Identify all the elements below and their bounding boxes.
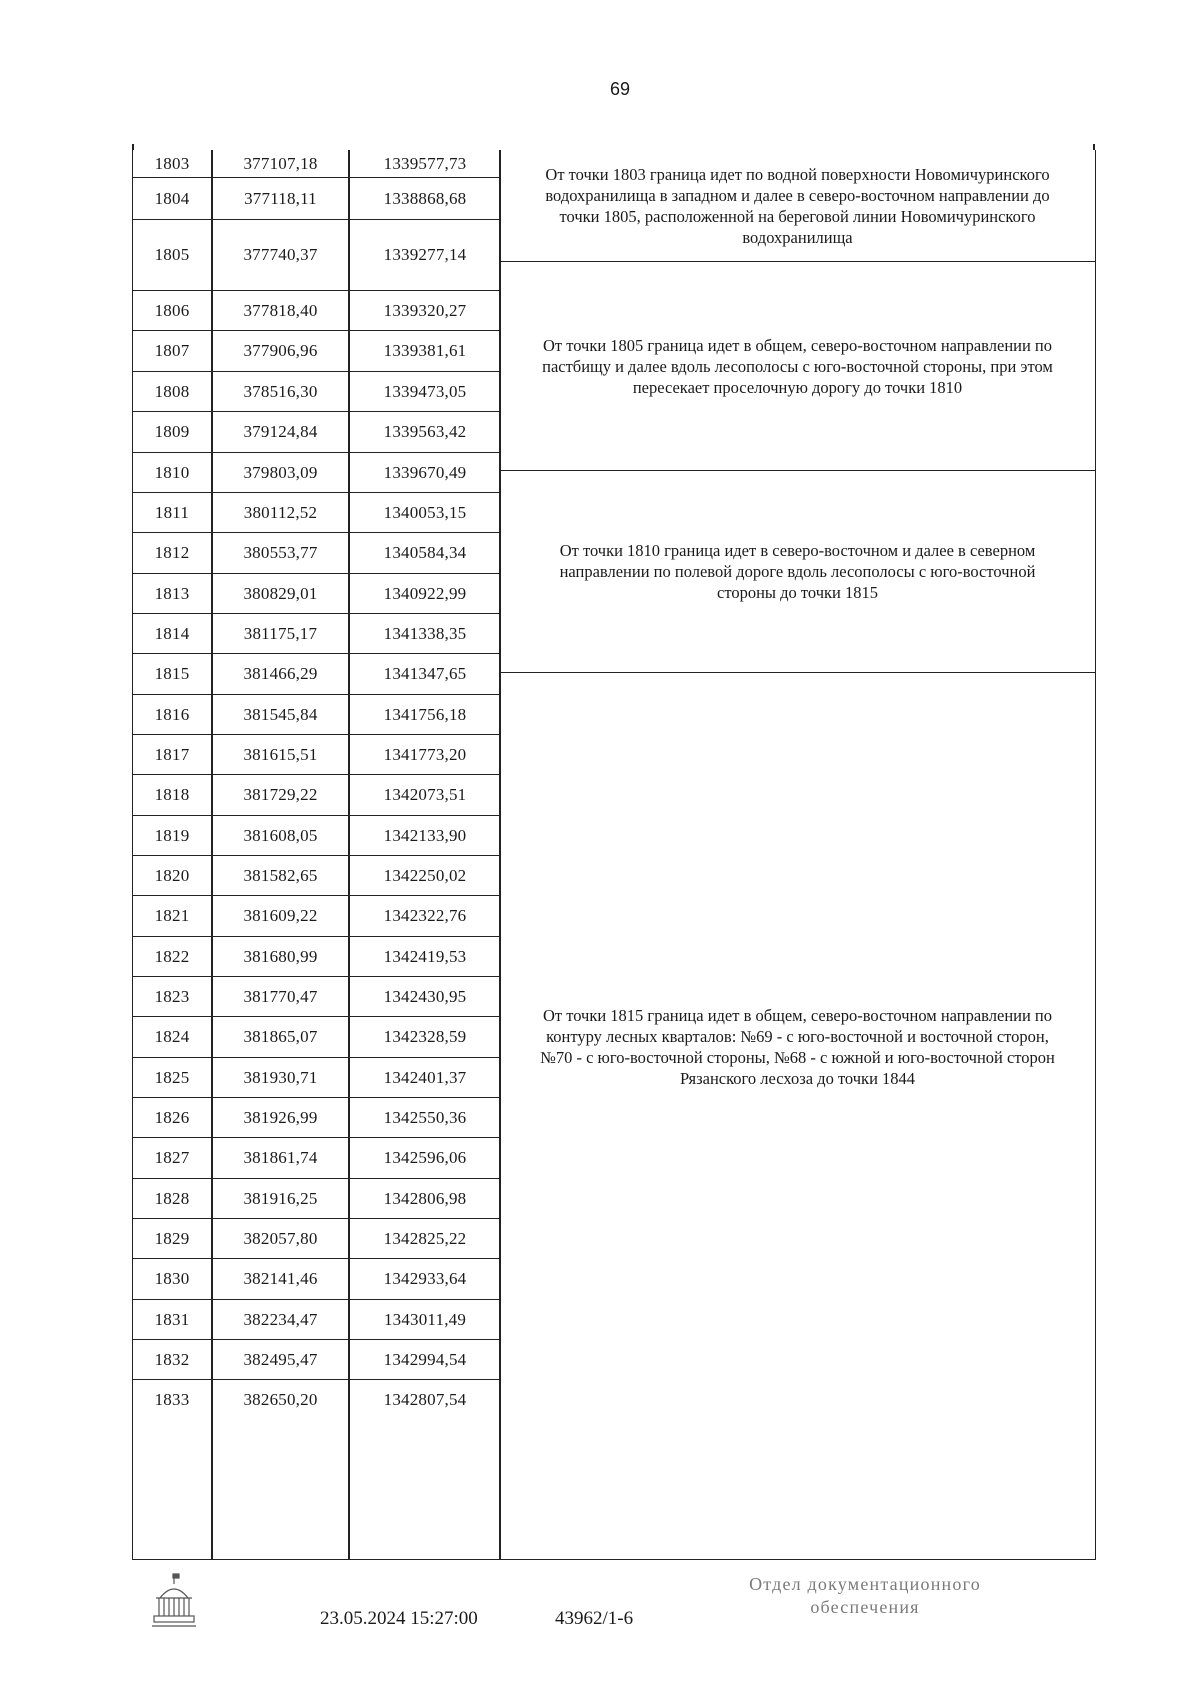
route-description-text: От точки 1815 граница идет в общем, северо-восточном направлении по контуру лесных кварталов: №69 - с юго-восточной и восточной сторон, №70 - с юго-восточной стороны, №68 - с южной и юго-восточной сторон Рязанского лесхоза до точки 1844 <box>540 1005 1055 1088</box>
y-coordinate-cell: 1339473,05 <box>383 381 467 401</box>
point-number-cell: 1829 <box>154 1228 190 1248</box>
y-coordinate-cell: 1339381,61 <box>383 341 467 360</box>
x-coordinate-cell: 381861,74 <box>243 1148 318 1167</box>
y-coordinate-cell: 1342328,59 <box>383 1027 467 1046</box>
x-coordinate-cell: 380112,52 <box>243 502 318 522</box>
x-coordinate-cell: 377906,96 <box>243 341 318 360</box>
table-row <box>133 1058 500 1098</box>
x-coordinate-cell: 379803,09 <box>243 462 318 482</box>
y-coordinate-cell: 1341773,20 <box>383 744 467 764</box>
point-number-cell: 1805 <box>154 245 190 264</box>
x-coordinate-cell: 381175,17 <box>243 623 318 643</box>
point-number-cell: 1808 <box>154 381 190 401</box>
x-coordinate-cell: 380553,77 <box>243 543 318 562</box>
x-coordinate-cell: 381615,51 <box>243 744 318 764</box>
table-row <box>133 574 500 614</box>
route-description-cell <box>500 471 1095 673</box>
x-coordinate-cell: 377107,18 <box>243 153 318 173</box>
x-coordinate-cell: 381609,22 <box>243 906 318 925</box>
x-coordinate-cell: 381466,29 <box>243 664 318 683</box>
y-coordinate-cell: 1340053,15 <box>383 502 467 522</box>
point-number-cell: 1819 <box>154 825 190 845</box>
x-coordinate-cell: 381545,84 <box>243 704 318 724</box>
y-coordinate-cell: 1342550,36 <box>383 1107 467 1127</box>
table-row <box>133 1300 500 1340</box>
x-coordinate-cell: 380829,01 <box>243 583 318 603</box>
table-row <box>133 654 500 695</box>
coordinates-table <box>132 150 1096 1560</box>
table-row <box>133 695 500 735</box>
x-coordinate-cell: 381916,25 <box>243 1188 318 1208</box>
table-row <box>133 291 500 331</box>
table-row <box>133 896 500 937</box>
department-stamp <box>730 1573 1000 1619</box>
point-number-cell: 1824 <box>154 1027 190 1046</box>
y-coordinate-cell: 1341347,65 <box>383 664 467 683</box>
x-coordinate-cell: 378516,30 <box>243 381 318 401</box>
point-number-cell: 1809 <box>154 422 190 441</box>
duma-building-icon <box>150 1572 198 1630</box>
y-coordinate-cell: 1339670,49 <box>383 462 467 482</box>
y-coordinate-cell: 1342133,90 <box>383 825 467 845</box>
point-number-cell: 1821 <box>154 906 190 925</box>
table-row <box>133 372 500 412</box>
table-row <box>133 331 500 372</box>
table-row <box>133 1219 500 1259</box>
table-row <box>133 1098 500 1138</box>
footer-document-number: 43962/1-6 <box>555 1608 634 1629</box>
x-coordinate-cell: 382141,46 <box>243 1269 318 1288</box>
y-coordinate-cell: 1342401,37 <box>383 1067 467 1087</box>
x-coordinate-cell: 377818,40 <box>243 300 318 320</box>
y-coordinate-cell: 1342825,22 <box>383 1228 467 1248</box>
point-number-cell: 1804 <box>154 188 190 208</box>
stamp-line-1: Отдел документационного <box>749 1574 981 1594</box>
point-number-cell: 1822 <box>154 946 190 966</box>
y-coordinate-cell: 1338868,68 <box>383 188 467 208</box>
table-row <box>133 1017 500 1058</box>
point-number-cell: 1812 <box>154 543 190 562</box>
route-description-text: От точки 1803 граница идет по водной поверхности Новомичуринского водохранилища в западном и далее в северо-восточном направлении до точки 1805, расположенной на береговой линии Новомичуринского водохранилища <box>545 164 1050 247</box>
point-number-cell: 1833 <box>154 1390 190 1409</box>
point-number-cell: 1815 <box>154 664 190 683</box>
point-number-cell: 1820 <box>154 865 190 885</box>
y-coordinate-cell: 1342933,64 <box>383 1269 467 1288</box>
table-row <box>133 533 500 574</box>
x-coordinate-cell: 377118,11 <box>244 188 317 208</box>
x-coordinate-cell: 382234,47 <box>243 1309 318 1329</box>
y-coordinate-cell: 1342073,51 <box>383 785 467 804</box>
x-coordinate-cell: 381865,07 <box>243 1027 318 1046</box>
point-number-cell: 1811 <box>154 502 190 522</box>
table-row <box>133 178 500 220</box>
y-coordinate-cell: 1342596,06 <box>383 1148 467 1167</box>
point-number-cell: 1803 <box>154 153 190 173</box>
point-number-cell: 1814 <box>154 623 190 643</box>
table-row <box>133 735 500 775</box>
table-row <box>133 775 500 816</box>
footer-datetime: 23.05.2024 15:27:00 <box>320 1608 478 1629</box>
table-row <box>133 150 500 178</box>
point-number-cell: 1831 <box>154 1309 190 1329</box>
point-number-cell: 1832 <box>154 1349 190 1369</box>
route-description-cell <box>500 262 1095 471</box>
y-coordinate-cell: 1341756,18 <box>383 704 467 724</box>
y-coordinate-cell: 1342430,95 <box>383 986 467 1006</box>
x-coordinate-cell: 382650,20 <box>243 1390 318 1409</box>
x-coordinate-cell: 381582,65 <box>243 865 318 885</box>
point-number-cell: 1823 <box>154 986 190 1006</box>
route-description-cell <box>500 150 1095 262</box>
x-coordinate-cell: 379124,84 <box>243 422 318 441</box>
y-coordinate-cell: 1339563,42 <box>383 422 467 441</box>
table-row <box>133 412 500 453</box>
point-number-cell: 1807 <box>154 341 190 360</box>
x-coordinate-cell: 381729,22 <box>243 785 318 804</box>
route-description-text: От точки 1805 граница идет в общем, северо-восточном направлении по пастбищу и далее вдоль лесополосы с юго-восточной стороны, при этом пересекает проселочную дорогу до точки 1810 <box>542 335 1053 397</box>
table-row <box>133 937 500 977</box>
table-row <box>133 220 500 291</box>
point-number-cell: 1830 <box>154 1269 190 1288</box>
x-coordinate-cell: 377740,37 <box>243 245 318 264</box>
point-number-cell: 1828 <box>154 1188 190 1208</box>
point-number-cell: 1816 <box>154 704 190 724</box>
y-coordinate-cell: 1339320,27 <box>383 300 467 320</box>
y-coordinate-cell: 1339277,14 <box>383 245 467 264</box>
table-row <box>133 453 500 493</box>
table-row <box>133 1179 500 1219</box>
point-number-cell: 1818 <box>154 785 190 804</box>
x-coordinate-cell: 382495,47 <box>243 1349 318 1369</box>
stamp-line-2: обеспечения <box>810 1597 920 1617</box>
y-coordinate-cell: 1343011,49 <box>383 1309 467 1329</box>
y-coordinate-cell: 1339577,73 <box>383 153 467 173</box>
point-number-cell: 1826 <box>154 1107 190 1127</box>
y-coordinate-cell: 1340584,34 <box>383 543 467 562</box>
point-number-cell: 1813 <box>154 583 190 603</box>
table-row <box>133 493 500 533</box>
y-coordinate-cell: 1342806,98 <box>383 1188 467 1208</box>
x-coordinate-cell: 381608,05 <box>243 825 318 845</box>
point-number-cell: 1827 <box>154 1148 190 1167</box>
x-coordinate-cell: 382057,80 <box>243 1228 318 1248</box>
point-number-cell: 1817 <box>154 744 190 764</box>
point-number-cell: 1810 <box>154 462 190 482</box>
table-row <box>133 614 500 654</box>
point-number-cell: 1806 <box>154 300 190 320</box>
table-row <box>133 856 500 896</box>
x-coordinate-cell: 381930,71 <box>243 1067 318 1087</box>
y-coordinate-cell: 1341338,35 <box>383 623 467 643</box>
route-description-cell <box>500 673 1095 1420</box>
y-coordinate-cell: 1342419,53 <box>383 946 467 966</box>
y-coordinate-cell: 1342250,02 <box>383 865 467 885</box>
y-coordinate-cell: 1342807,54 <box>383 1390 467 1409</box>
y-coordinate-cell: 1342994,54 <box>383 1349 467 1369</box>
x-coordinate-cell: 381770,47 <box>243 986 318 1006</box>
table-row <box>133 816 500 856</box>
x-coordinate-cell: 381680,99 <box>243 946 318 966</box>
point-number-cell: 1825 <box>154 1067 190 1087</box>
table-row <box>133 1138 500 1179</box>
table-row <box>133 1259 500 1300</box>
x-coordinate-cell: 381926,99 <box>243 1107 318 1127</box>
table-row <box>133 1340 500 1380</box>
table-row <box>133 1380 500 1420</box>
table-row <box>133 977 500 1017</box>
route-description-text: От точки 1810 граница идет в северо-восточном и далее в северном направлении по полевой дороге вдоль лесополосы с юго-восточной стороны до точки 1815 <box>559 541 1036 602</box>
y-coordinate-cell: 1340922,99 <box>383 583 467 603</box>
y-coordinate-cell: 1342322,76 <box>383 906 467 925</box>
page-number: 69 <box>609 79 631 99</box>
